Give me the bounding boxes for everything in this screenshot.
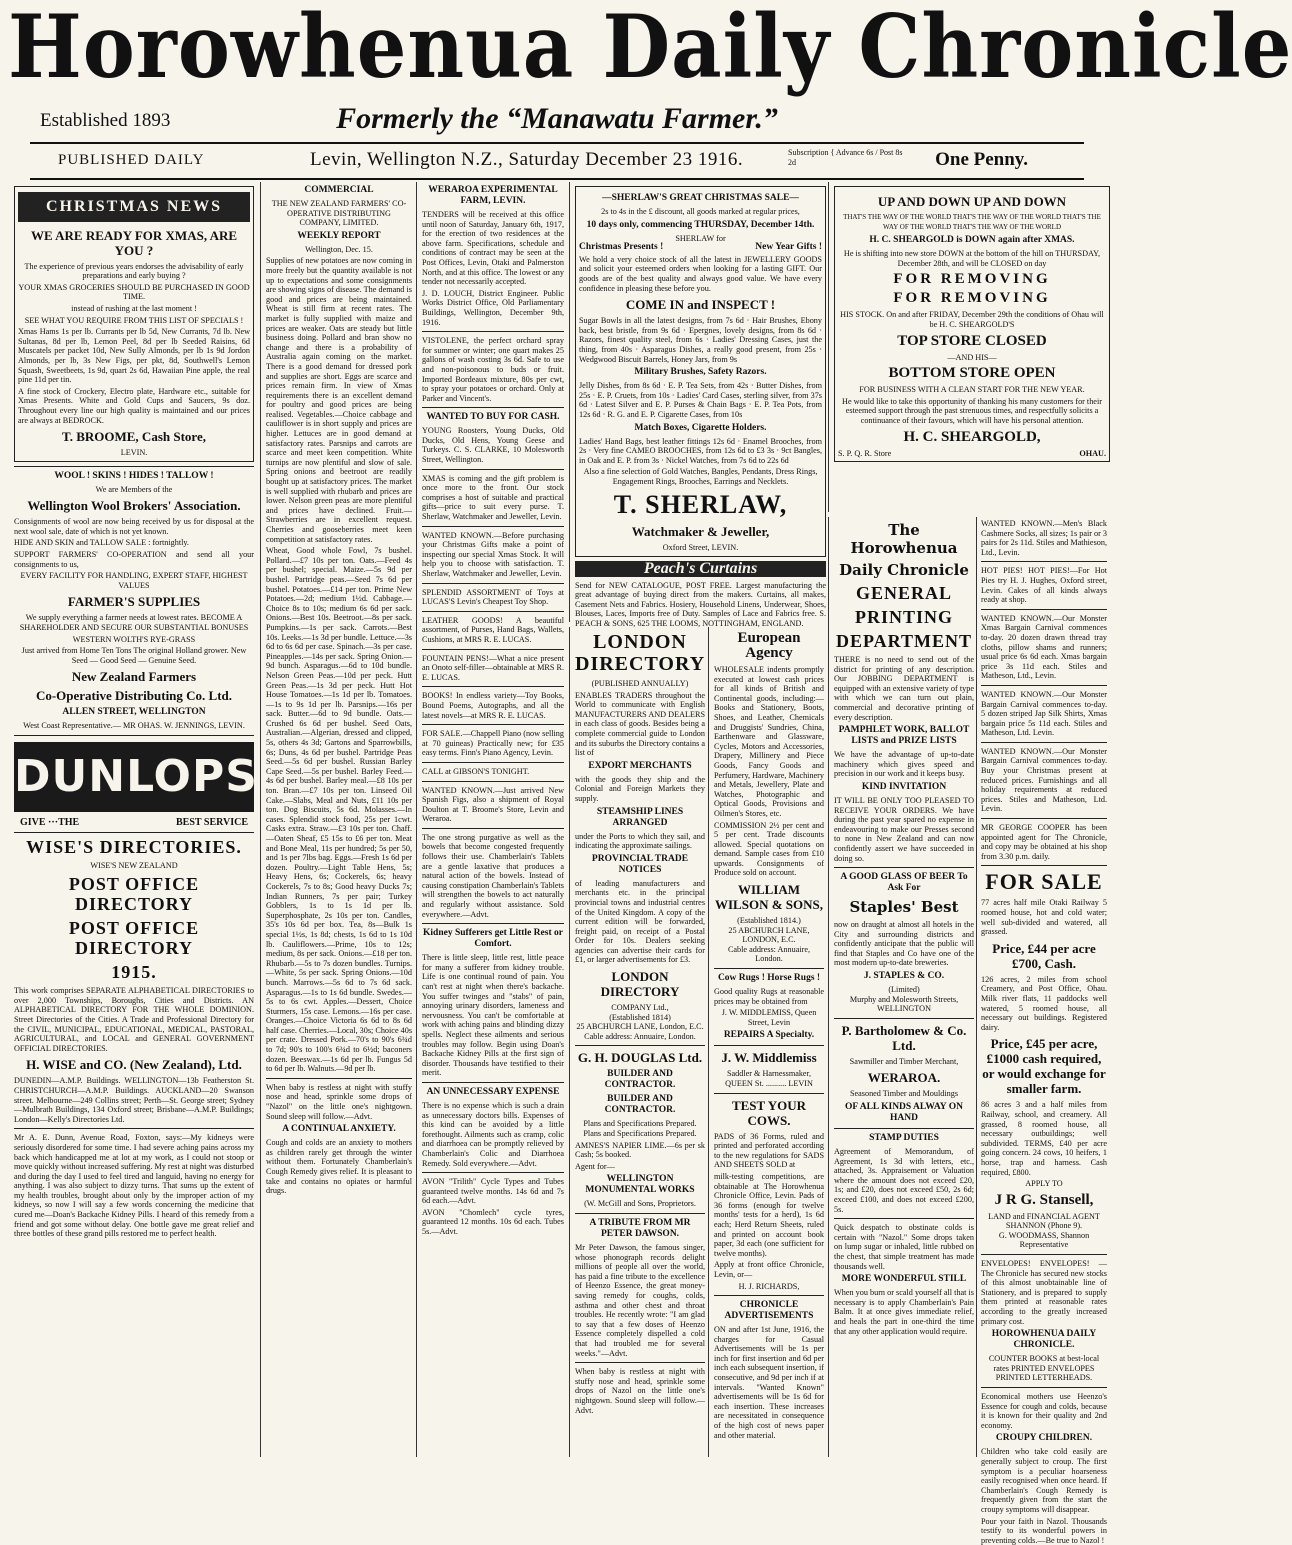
commercial-sub: THE NEW ZEALAND FARMERS' CO-OPERATIVE DISTRIBUTING COMPANY, LIMITED.: [271, 199, 407, 228]
gibson-ad: CALL at GIBSON'S TONIGHT.: [422, 766, 530, 776]
cooper-notice: MR GEORGE COOPER has been appointed agent for The Chronicle, and copy may be obtained at his shop from 3.30 p.m. daily.: [981, 823, 1107, 861]
report-text: Supplies of new potatoes are now coming in more freely but the quantity available is not up to expectations and some consignments are showing signs of disease. The demand is good and prices are being maintained. Wheat is still firm at recent rates. The market is fully supplied with maize and prices are weaker. Oats are steady but little business doing. Pollard and bran show no change and there is a probability of Australia again coming on the market. There is a good demand for dressed pork and supplies are short. Eggs are scarce and prices remain firm. In view of Xmas requirements there is an excellent demand for poultry and good prices are being realised. Vegetables.—Choice cabbage and cauliflower is in short supply and prices are higher. Lettuces are in good demand at satisfactory rates. Parsnips and carrots are scarce and meet keen competition. White turnips are now plentiful and slow of sale. Spring onions and beetroot are readily bought up at satisfactory prices. The market is well supplied with rhubarb and prices are lower. Nelson green peas are more plentiful and prices have declined. Fruit.—Strawberries are in excellent request. Cherries and gooseberries meet keen competition at satisfactory rates.: [266, 256, 412, 544]
kind-invitation: KIND INVITATION: [861, 781, 947, 792]
beer-head: A GOOD GLASS OF BEER To Ask For: [840, 872, 968, 894]
wool-line: WOOL ! SKINS ! HIDES ! TALLOW !: [54, 470, 214, 481]
xmas-line-1: YOUR XMAS GROCERIES SHOULD BE PURCHASED IN GOOD TIME.: [18, 282, 250, 302]
plans-1: Plans and Specifications Prepared.: [583, 1119, 697, 1129]
nazol-notice: When baby is restless at night with stuffy nose and head, sprinkle some drops of "Nazol" on the little one's nightgown. Sound sleep will follow.—Advt.: [266, 1082, 412, 1121]
tablets-ad: The one strong purgative as well as the bowels that become congested frequently follows their use. Chamberlain's Tablets are a gentle laxative that produces a natural action of the bowels. Instead of causing constipation Chamberlain's Tablets will strengthen the bowels to act naturally and regularly without assistance. Sold everywhere.—Advt.: [422, 832, 564, 919]
steamship-lines: STEAMSHIP LINES ARRANGED: [596, 806, 684, 828]
william-wilson: WILLIAM WILSON & SONS,: [715, 882, 823, 913]
napier-lime: AMNES'S NAPIER LIME.—6s per sk Cash; 5s booked.: [575, 1140, 705, 1160]
saddler: Saddler & Harnessmaker, QUEEN St. .......... LEVIN: [725, 1069, 813, 1088]
pamphlet-text: We have the advantage of up-to-date machinery which gives speed and precision in our work and it keeps busy.: [834, 750, 974, 779]
wilson-addr: 25 ABCHURCH LANE, LONDON, E.C.: [728, 925, 810, 945]
quick-despatch: Quick despatch to obstinate colds is certain with "Nazol." Some drops taken on lump sugar or inhaled, little rubbed on the chest, that simple treatment has made thousands well.: [834, 1223, 974, 1271]
dunn-testimonial: Mr A. E. Dunn, Avenue Road, Foxton, says:—My kidneys were seriously disordered for some time. I had severe aching pains across my back which handicapped me at lot at my work, as I could not stoop or move quickly without increased suffering. My rest at night was disturbed and during the day I used to feel tired and languid, having no energy for anything. I was also subject to dizzy turns. That sums up the extent of my health troubles, brought about only by the improper action of my kidneys, so now I will say a few words concerning the medicine that cured me—Doan's Backache Kidney Pills. I heard of this remedy from a friend and got some without delay. One bottle gave me great relief and three bottles of these grand pills restored me to perfect health.: [14, 1133, 254, 1239]
up-and-down: UP AND DOWN UP AND DOWN: [877, 194, 1067, 209]
woodmass: G. WOODMASS, Shannon Representative: [998, 1230, 1090, 1250]
staples-text: now on draught at almost all hotels in the City and surrounding districts and confidently anticipate that the public will find that Staples and Co have one of the most modern up-to-date breweries.: [834, 920, 974, 968]
xmas-banner: CHRISTMAS NEWS: [18, 192, 250, 222]
builder-2: BUILDER AND CONTRACTOR.: [604, 1094, 676, 1116]
sheargold-signature: H. C. SHEARGOLD,: [903, 428, 1041, 445]
general: GENERAL: [855, 583, 952, 603]
london-sub: (PUBLISHED ANNUALLY): [591, 679, 689, 688]
column-4: [569, 627, 710, 1457]
h-wise-addresses: DUNEDIN—A.M.P. Buildings. WELLINGTON—13b Featherston St. CHRISTCHURCH—A.M.P. Buildings. AUCKLAND—20 Swanson street. Melbourne—249 Collins street; Perth—St. George street; Sydney—Mulbrath Buildings, 134 Oxford street; Brisbane—A.M.P. Buildings; London—Kelly's Directories Ltd.: [14, 1076, 254, 1124]
xmas-crockery: A fine stock of Crockery, Electro plate, Hardware etc., suitable for Xmas Presents. White and Gold Cups and Saucers, 9s doz. Throughout every line our high quality is maintained and our prices are always at BEDROCK.: [18, 386, 250, 425]
tray-cloths-ad: WANTED KNOWN.—Our Monster Xmas Bargain Carnival commences to-day. 20 dozen drawn thread tray cloths, pillow shams and runners; usual price 6s 6d each. Xmas bargain price 3s 11d each. Stiles and Matheson, Ltd., Levin.: [981, 613, 1107, 681]
figs-ad: WANTED KNOWN.—Just arrived New Spanish Figs, also a shipment of Royal Doulton at T. Broome's Store, Levin and Weraroa.: [422, 785, 564, 824]
louch-signature: J. D. LOUCH, District Engineer. Public Works District Office, Old Parliamentary Buildings, Wellington, December 9th, 1916.: [422, 288, 564, 327]
wool-members: We are Members of the: [95, 484, 173, 494]
sherlaw-text: We hold a very choice stock of all the latest in JEWELLERY GOODS and solicit your esteemed orders when looking for a lasting GIFT. Our goods are of the best quality and always good value. We have every confidence in pleasing these before you.: [579, 254, 822, 293]
top-store: TOP STORE CLOSED: [897, 332, 1047, 349]
xmas-list: Xmas Hams 1s per lb. Currants per lb 5d, New Currants, 7d lb. New Sultanas, 8d per lb, Lemon Peel, 8d per lb Seeded Raisins, 6d Muscatels per packet 10d, New Sully Almonds, per lb 1s 9d Jordon Almonds, per lb, 3s New Figs, per pkt, 8d, Southwell's Lemon Squash, Sweetbeets, 1s 9d, quart 2s 6d, Hawaiian Pine apple, the real pine 11d per tin.: [18, 327, 250, 385]
kidney-head: Kidney Sufferers get Little Rest or Comfort.: [423, 928, 563, 950]
masthead-subline: [8, 100, 1106, 142]
toys-ad: SPLENDID ASSORTMENT of Toys at LUCAS'S Levin's Cheapest Toy Shop.: [422, 587, 564, 607]
shifting-text: He is shifting into new store DOWN at the bottom of the hill on THURSDAY, December 28th, and will be CLOSED on day: [843, 249, 1101, 268]
j-staples: J. STAPLES & CO.: [863, 971, 945, 982]
sheargold-ad: [828, 182, 1115, 512]
kidney-text: There is little sleep, little rest, little peace for many a sufferer from kidney trouble. Life is one continual round of pain. You can't rest at night when there's backache. You suffer twinges and "stabs" of pain, annoying urinary disorders, lameness and nervousness. You can't be comfortable at work with aching pains and blinding dizzy spells. Neglect these ailments and serious troubles may follow. Begin using Doan's Backache Kidney Pills at the first sign of disorder. Thousands have testified to their merit.: [422, 953, 564, 1078]
chronicle-ads-text: ON and after 1st June, 1916, the charges for Casual Advertisements will be 1s per inch for first insertion and 6d per inch each subsequent insertion, if consecutive, and 9d per inch if at intervals. "Wanted Known" advertisements will be 1s 6d for each insertion. These increases are necessitated in consequence of the high cost of news paper and other material.: [714, 1325, 824, 1440]
xmas-ad: [14, 186, 254, 462]
european-agency: European Agency: [737, 630, 801, 661]
sherlaw-ad: [569, 182, 831, 629]
staples-best: Staples' Best: [849, 898, 959, 917]
monumental-works: WELLINGTON MONUMENTAL WORKS: [585, 1174, 695, 1196]
more-wonderful: MORE WONDERFUL STILL: [841, 1274, 967, 1285]
wool-text: Consignments of wool are now being received by us for disposal at the next wool sale, date of which is not yet known.: [14, 517, 254, 536]
bottom-store: BOTTOM STORE OPEN: [888, 365, 1056, 382]
weraroa: WERAROA.: [867, 1070, 941, 1086]
vistolene-ad: VISTOLENE, the perfect orchard spray for summer or winter; one quart makes 25 gallons of wash costing 3s 6d. Safe to use and non-poisonous to buds or fruit. Imported Bordeaux mixture, 80s per cwt, to spray your potatoes or orchard. Only at Parker and Vincent's.: [422, 336, 564, 403]
for-removing-2: FOR REMOVING: [893, 290, 1051, 307]
land-agent: LAND and FINANCIAL AGENT: [988, 1211, 1100, 1221]
business-text: FOR BUSINESS WITH A CLEAN START FOR THE NEW YEAR.: [859, 385, 1085, 395]
dunlops-tagline: [14, 818, 254, 828]
column-5: [708, 627, 829, 1457]
dept-text: THERE is no need to send out of the district for printing of any description. Our JOBBING DEPARTMENT is equipped with an extensive variety of type with which we can turn out plain, commercial and decorative printing of every description.: [834, 655, 974, 722]
commercial-head: COMMERCIAL: [304, 185, 374, 195]
limited: (Limited): [888, 985, 920, 995]
douglas: G. H. DOUGLAS Ltd.: [577, 1050, 703, 1066]
wolth-text: Just arrived from Home Ten Tons The original Holland grower. New Seed — Good Seed — Genuine Seed.: [21, 646, 247, 665]
cow-rugs-text: Good quality Rugs at reasonable prices may be obtained from: [714, 987, 824, 1006]
dunlop-best: BEST SERVICE: [176, 817, 248, 828]
match-boxes: Match Boxes, Cigarette Holders.: [634, 422, 767, 433]
wanted-to-buy: WANTED TO BUY FOR CASH.: [426, 412, 560, 423]
continual-anxiety: A CONTINUAL ANXIETY.: [282, 1124, 396, 1135]
envelopes-ad: ENVELOPES! ENVELOPES! — The Chronicle has secured new stocks of this almost unobtainable line of Stationery, and is prepared to supply them printed at reasonable rates according to the greatly increased primary cost.: [981, 1259, 1107, 1326]
christmas-presents: Christmas Presents !: [579, 242, 664, 253]
sherlaw-sale-head: —SHERLAW'S GREAT CHRISTMAS SALE—: [602, 193, 799, 203]
chronicle-ads: CHRONICLE ADVERTISEMENTS: [724, 1300, 814, 1322]
london-co: COMPANY Ltd.,: [611, 1003, 669, 1013]
stansell: J R G. Stansell,: [994, 1191, 1094, 1208]
weekly-report: WEEKLY REPORT: [297, 230, 381, 241]
supply-text: We supply everything a farmer needs at lowest rates. BECOME A SHAREHOLDER AND SECURE OUR SUBSTANTIAL BONUSES: [19, 613, 249, 633]
sheargold-box: [834, 186, 1110, 462]
facility-text: EVERY FACILITY FOR HANDLING, EXPERT STAFF, HIGHEST VALUES: [20, 571, 248, 590]
sherlaw-box: [575, 186, 826, 557]
commission-text: COMMISSION 2½ per cent and 5 per cent. Trade discounts allowed. Special quotations on demand. Sample cases from £10 upwards. Consignments of Produce sold on account.: [714, 820, 824, 878]
london-cable: Cable address: Annuaire, London.: [584, 1031, 696, 1041]
wises-directories: WISE'S DIRECTORIES.: [26, 836, 242, 857]
pads-text: milk-testing competitions, are obtainable at The Horowhenua Chronicle Office, Levin. Pads of 36 forms (enough for twelve months' tests for a herd), 1s 6d each; Herd Return Sheets, ruled and printed on account book paper, 3d each (one sufficient for twelve months).: [714, 1171, 824, 1258]
counter-books: COUNTER BOOKS at best-local rates PRINTED ENVELOPES PRINTED LETTERHEADS.: [988, 1354, 1100, 1383]
presents-ad: WANTED KNOWN.—Our Monster Bargain Carnival commences to-day. Buy your Christmas present at reduced prices. Furnishings and all holiday requirements at reduced prices. Stiles and Matheson, Ltd. Levin.: [981, 746, 1107, 814]
bartholomew: P. Bartholomew & Co. Ltd.: [841, 1022, 967, 1053]
printing: PRINTING: [854, 607, 953, 627]
thanks-text: He would like to take this opportunity of thanking his many customers for their esteemed support through the past strenuous times, and respectfully solicits a continuance of their favours, which will have his personal attention.: [842, 396, 1102, 425]
london-directory-2: LONDON DIRECTORY: [600, 969, 680, 1000]
peach-text: Send for NEW CATALOGUE, POST FREE. Largest manufacturing the great advantage of buying direct from the makers. Curtains, all makes, Casement Nets and Fabrics. Hosiery, Household Linens, Underwear, Shoes, Blouses, Laces, Imports free of Duty. Samples of Lace and Fabrics free. S. PEACH & SONS, 625 THE LOOMS, NOTTINGHAM, ENGLAND.: [575, 580, 826, 629]
sherlaw-also: Also a fine selection of Gold Watches, Bangles, Pendants, Dress Rings, Engagement Rings, Brooches, Earrings and Necklets.: [583, 467, 818, 486]
price-text: One Penny.: [935, 149, 1028, 170]
support-text: SUPPORT FARMERS' CO-OPERATION and send all your consignments to us,: [14, 550, 254, 569]
wool-association: Wellington Wool Brokers' Association.: [27, 498, 241, 514]
military-brushes: Military Brushes, Safety Razors.: [634, 367, 767, 378]
roosters-ad: YOUNG Roosters, Young Ducks, Old Ducks, Old Hens, Young Geese and Turkeys. C. S. CLARKE, 10 Molesworth Street, Wellington.: [422, 426, 564, 465]
xmas-line-2: instead of rushing at the last moment !: [71, 303, 197, 313]
pads-head: PADS of 36 Forms, ruled and printed and perforated according to the new regulations for SADS AND SHEETS SOLD at: [714, 1131, 824, 1170]
post-office-directory-1: POST OFFICE DIRECTORY: [68, 874, 200, 915]
come-in-inspect: COME IN and INSPECT !: [625, 297, 776, 313]
masthead: [8, 0, 1292, 100]
column-2: [260, 182, 417, 1457]
price-126: Price, £45 per acre, £1000 cash required, or would exchange for smaller farm.: [982, 1036, 1106, 1097]
nazol-notice-2: When baby is restless at night with stuffy nose and head, sprinkle some drops of Nazol on the little one's nightgown. Sound sleep will follow.—Advt.: [575, 1367, 705, 1415]
ohau: OHAU.: [1079, 448, 1106, 458]
fountain-pens-ad: FOUNTAIN PENS!—What a nice present an Onoto self-filler—obtainable at MRS R. E. LUCAS.: [422, 653, 564, 682]
books-ad: BOOKS! In endless variety—Toy Books, Bound Poems, Autographs, and all the latest novels—at MRS R. E. LUCAS.: [422, 691, 564, 720]
date-line: Levin, Wellington N.Z., Saturday December 23 1916.: [310, 149, 744, 170]
gift-headers: [579, 243, 822, 253]
dunlops-ad: DUNLOPS: [14, 742, 254, 812]
socks-ad: WANTED KNOWN.—Men's Black Cashmere Socks, all sizes; 1s pair or 3 pairs for 2s 11d. Stiles and Mathieson, Ltd., Levin.: [981, 519, 1107, 557]
london-addr: 25 ABCHURCH LANE, London, E.C.: [576, 1022, 704, 1032]
middlemiss-addr: J. W. MIDDLEMISS, Queen Street, Levin: [721, 1008, 817, 1027]
mcgill: (W. McGill and Sons, Proprietors.: [584, 1199, 696, 1209]
formerly-text: Formerly the “Manawatu Farmer.”: [336, 102, 778, 135]
column-7: [976, 517, 1111, 1545]
dunlop-give: GIVE ···THE: [20, 817, 80, 828]
cow-rugs: Cow Rugs ! Horse Rugs !: [717, 973, 821, 984]
stamp-text: Agreement of Memorandum, of Agreement, 1s 3d with letters, etc., attached, 3s. Appraisement or Valuation where the amount does not exceed £20, 1s; and £20, does not exceed £50, 2s 6d; exceed £100, and does not exceed £200, 5s.: [834, 1147, 974, 1214]
unnecessary-head: AN UNNECESSARY EXPENSE: [426, 1086, 560, 1097]
post-office-directory-2: POST OFFICE DIRECTORY: [68, 918, 200, 959]
pamphlet: PAMPHLET WORK, BALLOT LISTS and PRIZE LISTS: [838, 725, 970, 747]
murphy: Murphy and Molesworth Streets, WELLINGTON: [849, 994, 959, 1014]
sherlaw-discount: 2s to 4s in the £ discount, all goods marked at regular prices,: [601, 207, 800, 216]
provincial-notices: PROVINCIAL TRADE NOTICES: [591, 853, 689, 875]
market-prices: Wheat, Good whole Fowl, 7s bushel. Pollard.—£7 10s per ton. Oats.—Feed 4s per bushel; special. Maize.—5s 9d per bushel. Partridge peas.—Seed 7s 6d per bushel. Potatoes.—£14 per ton. Prime New Potatoes.—2d; medium 1½d. Cabbage.—Choice 8s to 10s; medium 6s 6d per sack. Onions.—Best 10s. Beetroot.—8s per sack. Pumpkins.—1s per sack. Carrots.—Best 10s. Leeks.—1s 3d per bundle. Lettuce.—3s 6d to 6s 6d per case. Spinach.—3s per case. Pineapples.—14s per sack. Spring Onion.—9d bunch. Asparagus.—6d to 10d bundle. Nelson Green Peas.—10d per peck. Hutt Green Peas.—1s 3d per peck. Hutt Hot House Tomatoes.—1s 1d per lb. Tomatoes.—1s to 9s 1d per lb. Parsnips.—16s per sack. Butter.—6d to 9d bundle. Oats.—Crushed 6s 6d per bushel. Seed Oats, Australian.—Algerian, dressed and clipped, 5s, others 4s 3d; Gartons and Sparrowbills, 6s; Duns, 4s 6d per bushel. Partridge Peas Seed.—5s 6d per bushel. Russian Barley Cape Seed.—5s per bushel. Barley Feed.—4s 6d per bushel. Barley meal.—£8 10s per ton. Bran.—£7 10s per ton. Linseed Oil Cake.—Slabs, Meal and Nuts, £11 10s per ton. Dog Biscuits, 5s 6d. Molasses.—In cases. Splendid stock food, 25s per 1cwt. Casks extra. Straw.—£3 10s per ton. Chaff.—Oaten Sheaf, £5 15s to £6 per ton. Meat and Bone Meal, 11s per hundred; 5s per 50, and 1s per 7lbs bag. Eggs.—Fresh 1s 6d per dozen. Poultry.—Light Table Hens, 5s; Heavy Hens, 6s; Cockerels, 6s; heavy Cockerels, 7s to 8s; Good heavy Ducks 7s; Indian Runners, 7s per pair; Turkey Gobblers, 1s to 1s 1d per lb. Superphosphate, 2s 10s per ton. Candles, 35's 10s 6d per box. Tea, 8s—Bulk 1s special 1½s, 1s 8d; chests, 1s 6d to 1s 10d lb. Cauliflowers.—Prime, 10s to 12s; medium, 8s per sack. Onions.—£18 per ton. Rhubarb.—5s to 7s dozen bundles. Turnips.—White, 5s per sack. Spring Onions.—10d bunch. Marrows.—5s 6d to 7s 6d sack. Asparagus.—1s to 1s 6d bundle. Swedes.—5s to 6s cwt. Apples.—Dessert, Choice Sturmers, 15s case. Lemons.—16s per case. Oranges.—Choice Victoria 6s 6d to 8s 6d half case. Cherries.—Local, 30s; Choice 40s per crate. Dressed Pork.—70's to 90's 6¾d to 7d; 90's to 100's 6¾d to 6½d; baconers dozen. Beeswax.—1s 6d per lb. Fungus 5d to 6d per lb. Walnuts.—9d per lb.: [266, 546, 412, 1074]
london-text: ENABLES TRADERS throughout the World to communicate with English MANUFACTURERS AND DEALERS in each class of goods. Besides being a complete commercial guide to London and its suburbs the Directory contains a list of: [575, 690, 705, 758]
avon-ad: AVON "Trilith" Cycle Types and Tubes guaranteed twelve months. 14s 6d and 7s 6d each.—Advt.: [422, 1177, 564, 1206]
jw-middlemiss: J. W. Middlemiss: [721, 1050, 817, 1066]
gothic-title-2: Daily Chronicle: [839, 561, 969, 579]
continual-text: Cough and colds are an anxiety to mothers as children rarely get through the winter without them. Fortunately Chamberlain's Cough Remedy gives relief. It is pleasant to take and contains no opiates or harmful drugs.: [266, 1138, 412, 1196]
spqr-store: S. P. Q. R. Store: [838, 448, 892, 458]
plans-2: Plans and Specifications Prepared.: [583, 1129, 697, 1139]
wolth-head: WESTERN WOLTH'S RYE-GRASS: [72, 634, 196, 644]
tribute-text: Mr Peter Dawson, the famous singer, whose phonograph records delight millions of people all over the world, has paid a fine tribute to the excellence of Heenzo Essence, the great money-saving remedy for coughs, colds, asthma and other chest and throat troubles. He recently wrote: "I am glad to say that a few doses of Heenzo Essence completely dispelled a cold that had troubled me for several weeks."—Advt.: [575, 1243, 705, 1358]
stock-text: HIS STOCK. On and after FRIDAY, December 29th the conditions of Ohau will be H. C. SHEARGOLD'S: [840, 310, 1104, 329]
department: DEPARTMENT: [835, 631, 973, 651]
tribute-head: A TRIBUTE FROM MR PETER DAWSON.: [589, 1218, 691, 1239]
leather-ad: LEATHER GOODS! A beautiful assortment, of Purses, Hand Bags, Wallets, Cushions, at MRS R. E. LUCAS.: [422, 615, 564, 644]
pour-faith: Pour your faith in Nazol. Thousands testify to its wonderful powers in preventing colds.—Be true to Nazol !: [981, 1516, 1107, 1545]
weraroa-farm: WERAROA EXPERIMENTAL FARM, LEVIN.: [428, 185, 558, 206]
hdc-name: HOROWHENUA DAILY CHRONICLE.: [991, 1329, 1097, 1351]
hide-text: HIDE AND SKIN and TALLOW SALE : fortnightly.: [14, 538, 189, 548]
agent-for: Agent for—: [575, 1161, 615, 1171]
nz-farmers-co: Co-Operative Distributing Co. Ltd.: [35, 688, 233, 704]
unnecessary-text: There is no expense which is such a drain as unnecessary doctors bills. Expenses of this kind can be avoided by a little forethought. Ailments such as cramp, colic and diarrhoea can be promptly relieved by Chamberlain's Colic and Diarrhoea Remedy. Sold everywhere.—Advt.: [422, 1100, 564, 1168]
oxford-street: Oxford Street, LEVIN.: [662, 543, 739, 553]
provincial-text: of leading manufacturers and merchants etc. in the principal provincial towns and industrial centres of the United Kingdom. A copy of the current edition will be forwarded, freight paid, on receipt of a Postal Order for 10s. Dealers seeking agencies can advertise their cards for £1, or larger advertisements for £3.: [575, 878, 705, 965]
sheargold-down: H. C. SHEARGOLD is DOWN again after XMAS.: [869, 235, 1075, 246]
h-wise: H. WISE and CO. (New Zealand), Ltd.: [26, 1057, 242, 1073]
new-year-gifts: New Year Gifts !: [755, 242, 822, 253]
farm-86: 86 acres 3 and a half miles from Railway, school, and creamery. All grassed, 8 roomed house, all necessary outbuildings; well subdivided. TERMS, £40 per acre going concern. 24 cows, 10 heifers, 1 horse, trap and harness. Cash required, £800.: [981, 1100, 1107, 1177]
xmas-headline: WE ARE READY FOR XMAS, ARE YOU ?: [30, 227, 238, 258]
test-cows: TEST YOUR COWS.: [731, 1097, 807, 1128]
croupy-children: CROUPY CHILDREN.: [995, 1433, 1093, 1444]
column-1: [8, 182, 260, 1457]
seasoned-timber: Seasoned Timber and Mouldings: [849, 1089, 959, 1099]
sherlaw-name: T. SHERLAW,: [613, 490, 788, 520]
price-77: Price, £44 per acre £700, Cash.: [992, 940, 1096, 971]
wilson-cable: Cable address: Annuaire, London.: [727, 944, 811, 964]
store-line: [838, 449, 1106, 459]
tenders-notice: TENDERS will be received at this office until noon of Saturday, January 6th, 1917, for the erection of two residences at the above farm. Specifications, schedule and conditions of contract may be seen at the Post Offices, Levin, Otaki and Palmerston North, and at this office. The lowest or any tender not necessarily accepted.: [422, 210, 564, 287]
items-list-2: Jelly Dishes, from 8s 6d · E. P. Tea Sets, from 42s · Butter Dishes, from 25s · E. P. Cruets, from 10s · Ladies' Card Cases, sterling silver, from 37s 6d · Latest Silver and E. P. Purses & Chain Bags · E. P. Tea Pots, from 12s 6d · R. G. and E. P. Cigarette Cases, from 10s: [579, 381, 822, 419]
newspaper-title: Horowhenua Daily Chronicle: [8, 0, 1292, 99]
peach-curtains: Peach's Curtains: [575, 561, 826, 577]
london-directory: LONDON DIRECTORY: [575, 631, 706, 675]
sherlaw-days: 10 days only, commencing THURSDAY, December 14th.: [586, 219, 815, 230]
subscription-info: Subscription { Advance 6s / Post 8s 2d: [788, 148, 903, 167]
richards: H. J. RICHARDS,: [738, 1281, 800, 1291]
wises-sub: WISE'S NEW ZEALAND: [90, 860, 178, 870]
for-removing: FOR REMOVING: [893, 271, 1051, 288]
london-est: (Established 1814): [609, 1012, 671, 1022]
column-6: [828, 517, 979, 1457]
items-list-3: Ladies' Hand Bags, best leather fittings 12s 6d · Enamel Brooches, from 2s · Very fine CAMEO BROOCHES, from 12s 6d to £3 3s · 9ct Bangles, in Oak and E. P. from 3s · Nickel Watches, from 7s 6d to 22s 6d: [579, 436, 822, 465]
watchmaker: Watchmaker & Jeweller,: [631, 524, 770, 540]
for-sale: FOR SALE: [985, 869, 1103, 895]
xmas-intro: The experience of previous years endorses the advisability of early preparations and early buying ?: [24, 261, 244, 281]
farm-77: 77 acres half mile Otaki Railway 5 roomed house, hot and cold water; well sub-divided and watered, all grassed.: [981, 898, 1107, 937]
published-daily: PUBLISHED DAILY: [58, 152, 205, 168]
broome-town: LEVIN.: [120, 448, 148, 458]
more-wonderful-text: When you burn or scald yourself all that is necessary is to apply Chamberlain's Pain Balm. It at once gives immediate relief, and heals the part in one-third the time that any other application would require.: [834, 1288, 974, 1336]
farmers-supplies: FARMER'S SUPPLIES: [67, 594, 201, 610]
piano-ad: FOR SALE.—Chappell Piano (now selling at 70 guineas) Practically new; for £35 easy terms. Finn's Piano Agency, Levin.: [422, 729, 564, 758]
stamp-duties: STAMP DUTIES: [869, 1133, 939, 1144]
report-date: Wellington, Dec. 15.: [305, 244, 373, 254]
apply-to: APPLY TO: [1025, 1179, 1063, 1189]
shannon-phone: SHANNON (Phone 9).: [1005, 1221, 1083, 1231]
export-text: with the goods they ship and the Colonial and Foreign Markets they supply.: [575, 774, 705, 803]
directory-year: 1915.: [111, 962, 157, 983]
directory-text: This work comprises SEPARATE ALPHABETICAL DIRECTORIES to over 2,000 Townships, Boroughs, Cities and Districts. AN ALPHABETICAL DIRECTORY FOR THE WHOLE DOMINION. Street Directories of the Cities. A Trade and Professional Directory for the CIVIL, MUNICIPAL, EDUCATIONAL, MEDICAL, PASTORAL, AGRICULTURAL, and LOCAL and GENERAL GOVERNMENT OFFICIAL DIRECTORIES.: [14, 986, 254, 1053]
nz-farmers: New Zealand Farmers: [71, 669, 197, 685]
farm-126: 126 acres, 2 miles from school Creamery, and Post Office, Ohau. Milk river flats, 11 paddocks well watered, 5 roomed house, all necessary out buildings. Registered dairy.: [981, 974, 1107, 1032]
dateline-bar: [30, 142, 1084, 180]
items-list-1: Sugar Bowls in all the latest designs, from 7s 6d · Hair Brushes, Ebony back, best bristle, from 9s 6d · Epergnes, lovely designs, from 8s 6d · Razors, finest quality steel, from 6s · Ladies' Dressing Cases, just the thing, from 40s · Asparagus Dishes, a really good present, from 25s · Wedgwood Biscuit Barrels, Honey Jars, from 9s: [579, 316, 822, 364]
economical-mothers: Economical mothers use Heenzo's Essence for cough and colds, because it is known for their quality and 2nd economy.: [981, 1392, 1107, 1430]
repairs: REPAIRS A Specialty.: [723, 1030, 815, 1041]
silk-shirts-ad: WANTED KNOWN.—Our Monster Bargain Carnival commences to-day. 5 dozen striped Jap Silk Shirts, Xmas bargain price 5s 11d each. Stiles and Matheson, Ltd. Levin.: [981, 689, 1107, 738]
all-kinds: OF ALL KINDS ALWAY ON HAND: [845, 1102, 963, 1124]
export-merchants: EXPORT MERCHANTS: [588, 760, 692, 771]
established-text: Established 1893: [40, 110, 171, 131]
euro-text: WHOLESALE indents promptly executed at lowest cash prices for all kinds of British and Continental goods, including:— Books and Stationery, Boots, Shoes, and Leather, Chemicals and Druggists' Sundries, China, Earthenware and Glassware, Cycles, Motors and Accessories, Drapery, Millinery and Piece Goods, Fancy Goods and Perfumery, Hardware, Machinery and Metals, Jewellery, Plate and Watches, Photographic and Optical Goods, Provisions and Oilmen's Stores, etc.: [714, 665, 824, 818]
croupy-text: Children who take cold easily are generally subject to croup. The first symptom is a peculiar hoarseness easily recognised when once heard. If Chamberlain's Cough Remedy is frequently given from the start the croupy symptoms will disappear.: [981, 1447, 1107, 1514]
west-coast-rep: West Coast Representative.— MR OHAS. W. JENNINGS, LEVIN.: [23, 721, 245, 731]
xmas-line-3: SEE WHAT YOU REQUIRE FROM THIS LIST OF SPECIALS !: [24, 315, 244, 325]
kind-text: IT WILL BE ONLY TOO PLEASED TO RECEIVE YOUR ORDERS. We have during the past year spared no expense in endeavouring to make our Presses second to none in New Zealand and can now confidently assert we have succeeded in doing so.: [834, 795, 974, 863]
avon-ad-2: AVON "Chomlech" cycle tyres, guaranteed 12 months. 10s 6d each. Tubes 5s.—Advt.: [422, 1207, 564, 1237]
broome-store: T. BROOME, Cash Store,: [62, 429, 206, 445]
columns: [8, 182, 1107, 1545]
gothic-title-1: The Horowhenua: [850, 521, 958, 557]
builder-1: BUILDER AND CONTRACTOR.: [604, 1069, 676, 1091]
updown-text: THAT'S THE WAY OF THE WORLD THAT'S THE WAY OF THE WORLD THAT'S THE WAY OF THE WORLD THAT'S THE WAY OF THE WORLD: [843, 213, 1101, 231]
column-3: [416, 182, 569, 1457]
xmas-coming-ad: XMAS is coming and the gift problem is once more to the front. Our stock comprises a host of suitable and practical gifts—price to suit every purse. T. Sherlaw, Watchmaker and Jeweller, Levin.: [422, 473, 564, 522]
wanted-known-sherlaw: WANTED KNOWN.—Before purchasing your Christmas Gifts make a point of inspecting our special Xmas Stock. It will help you to choose with satisfaction. T. Sherlaw, Watchmaker and Jeweller, Levin.: [422, 530, 564, 578]
hot-pies-ad: HOT PIES! HOT PIES!—For Hot Pies try H. J. Hughes, Oxford street, Levin. Cakes of all kinds always ready at shop.: [981, 566, 1107, 605]
and-his: —AND HIS—: [947, 352, 997, 362]
sawmiller: Sawmiller and Timber Merchant,: [849, 1056, 959, 1066]
wilson-est: (Established 1814.): [737, 916, 801, 926]
pads-apply: Apply at front office Chronicle, Levin, or—: [714, 1260, 824, 1279]
allen-street: ALLEN STREET, WELLINGTON: [62, 707, 206, 718]
sherlaw-for: SHERLAW for: [675, 233, 726, 243]
steamship-text: under the Ports to which they sail, and indicating the approximate sailings.: [575, 831, 705, 851]
